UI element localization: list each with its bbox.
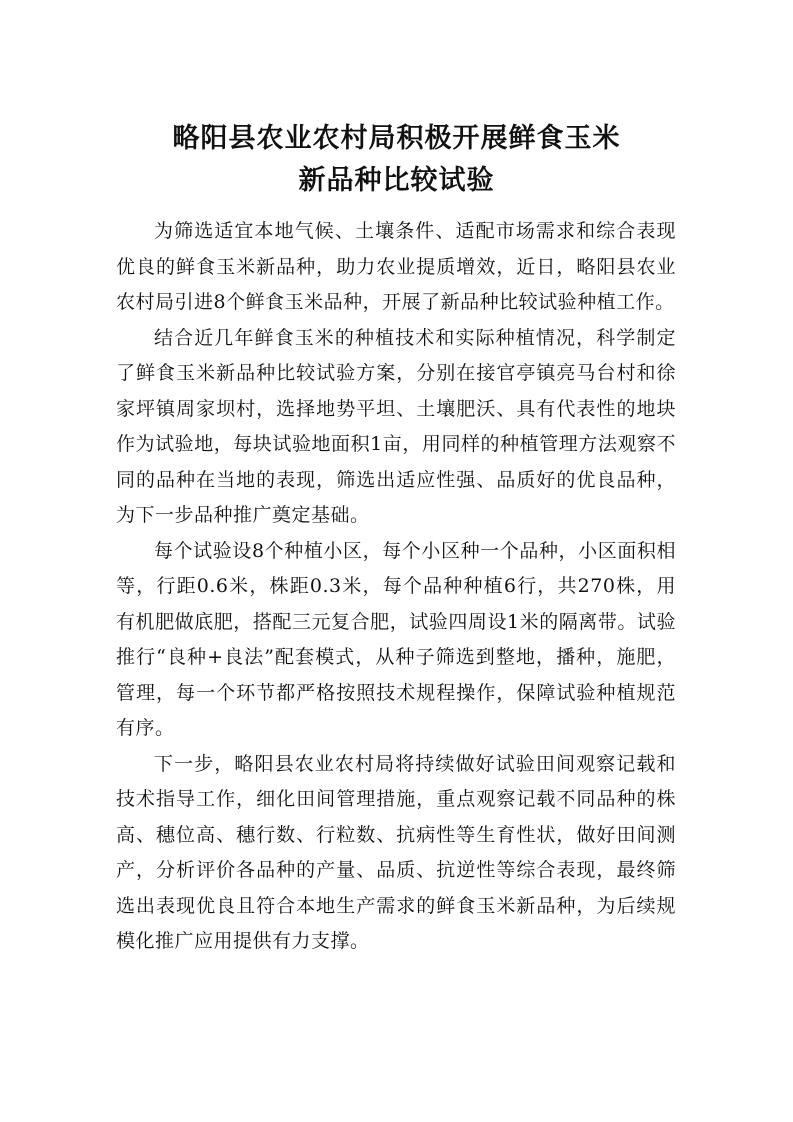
paragraph-1: 为筛选适宜本地气候、土壤条件、适配市场需求和综合表现优良的鲜食玉米新品种，助力农业提质增效，近日，略阳县农业农村局引进8个鲜食玉米品种，开展了新品种比较试验种植工作。 bbox=[116, 220, 676, 313]
paragraph-4: 下一步，略阳县农业农村局将持续做好试验田间观察记载和技术指导工作，细化田间管理措施，重点观察记载不同品种的株高、穗位高、穗行数、行粒数、抗病性等生育性状，做好田间测产，分析评价各品种的产量、品质、抗逆性等综合表现，最终筛选出表现优良且符合本地生产需求的鲜食玉米新品种，为后续规模化推广应用提供有力支撑。 bbox=[116, 752, 676, 952]
title-line-1: 略阳县农业农村局积极开展鲜食玉米 bbox=[172, 123, 621, 155]
article-body bbox=[116, 214, 676, 960]
paragraph-3: 每个试验设8个种植小区，每个小区种一个品种，小区面积相等，行距0.6米，株距0.3米，每个品种种植6行，共270株，用有机肥做底肥，搭配三元复合肥，试验四周设1米的隔离带。试验推行“良种+良法”配套模式，从种子筛选到整地，播种，施肥，管理，每一个环节都严格按照技术规程操作，保障试验种植规范有序。 bbox=[116, 539, 676, 739]
title-line-2: 新品种比较试验 bbox=[298, 165, 495, 197]
paragraph-2: 结合近几年鲜食玉米的种植技术和实际种植情况，科学制定了鲜食玉米新品种比较试验方案，分别在接官亭镇亮马台村和徐家坪镇周家坝村，选择地势平坦、土壤肥沃、具有代表性的地块作为试验地，每块试验地面积1亩，用同样的种植管理方法观察不同的品种在当地的表现，筛选出适应性强、品质好的优良品种，为下一步品种推广奠定基础。 bbox=[116, 326, 676, 526]
page-title bbox=[80, 118, 713, 202]
